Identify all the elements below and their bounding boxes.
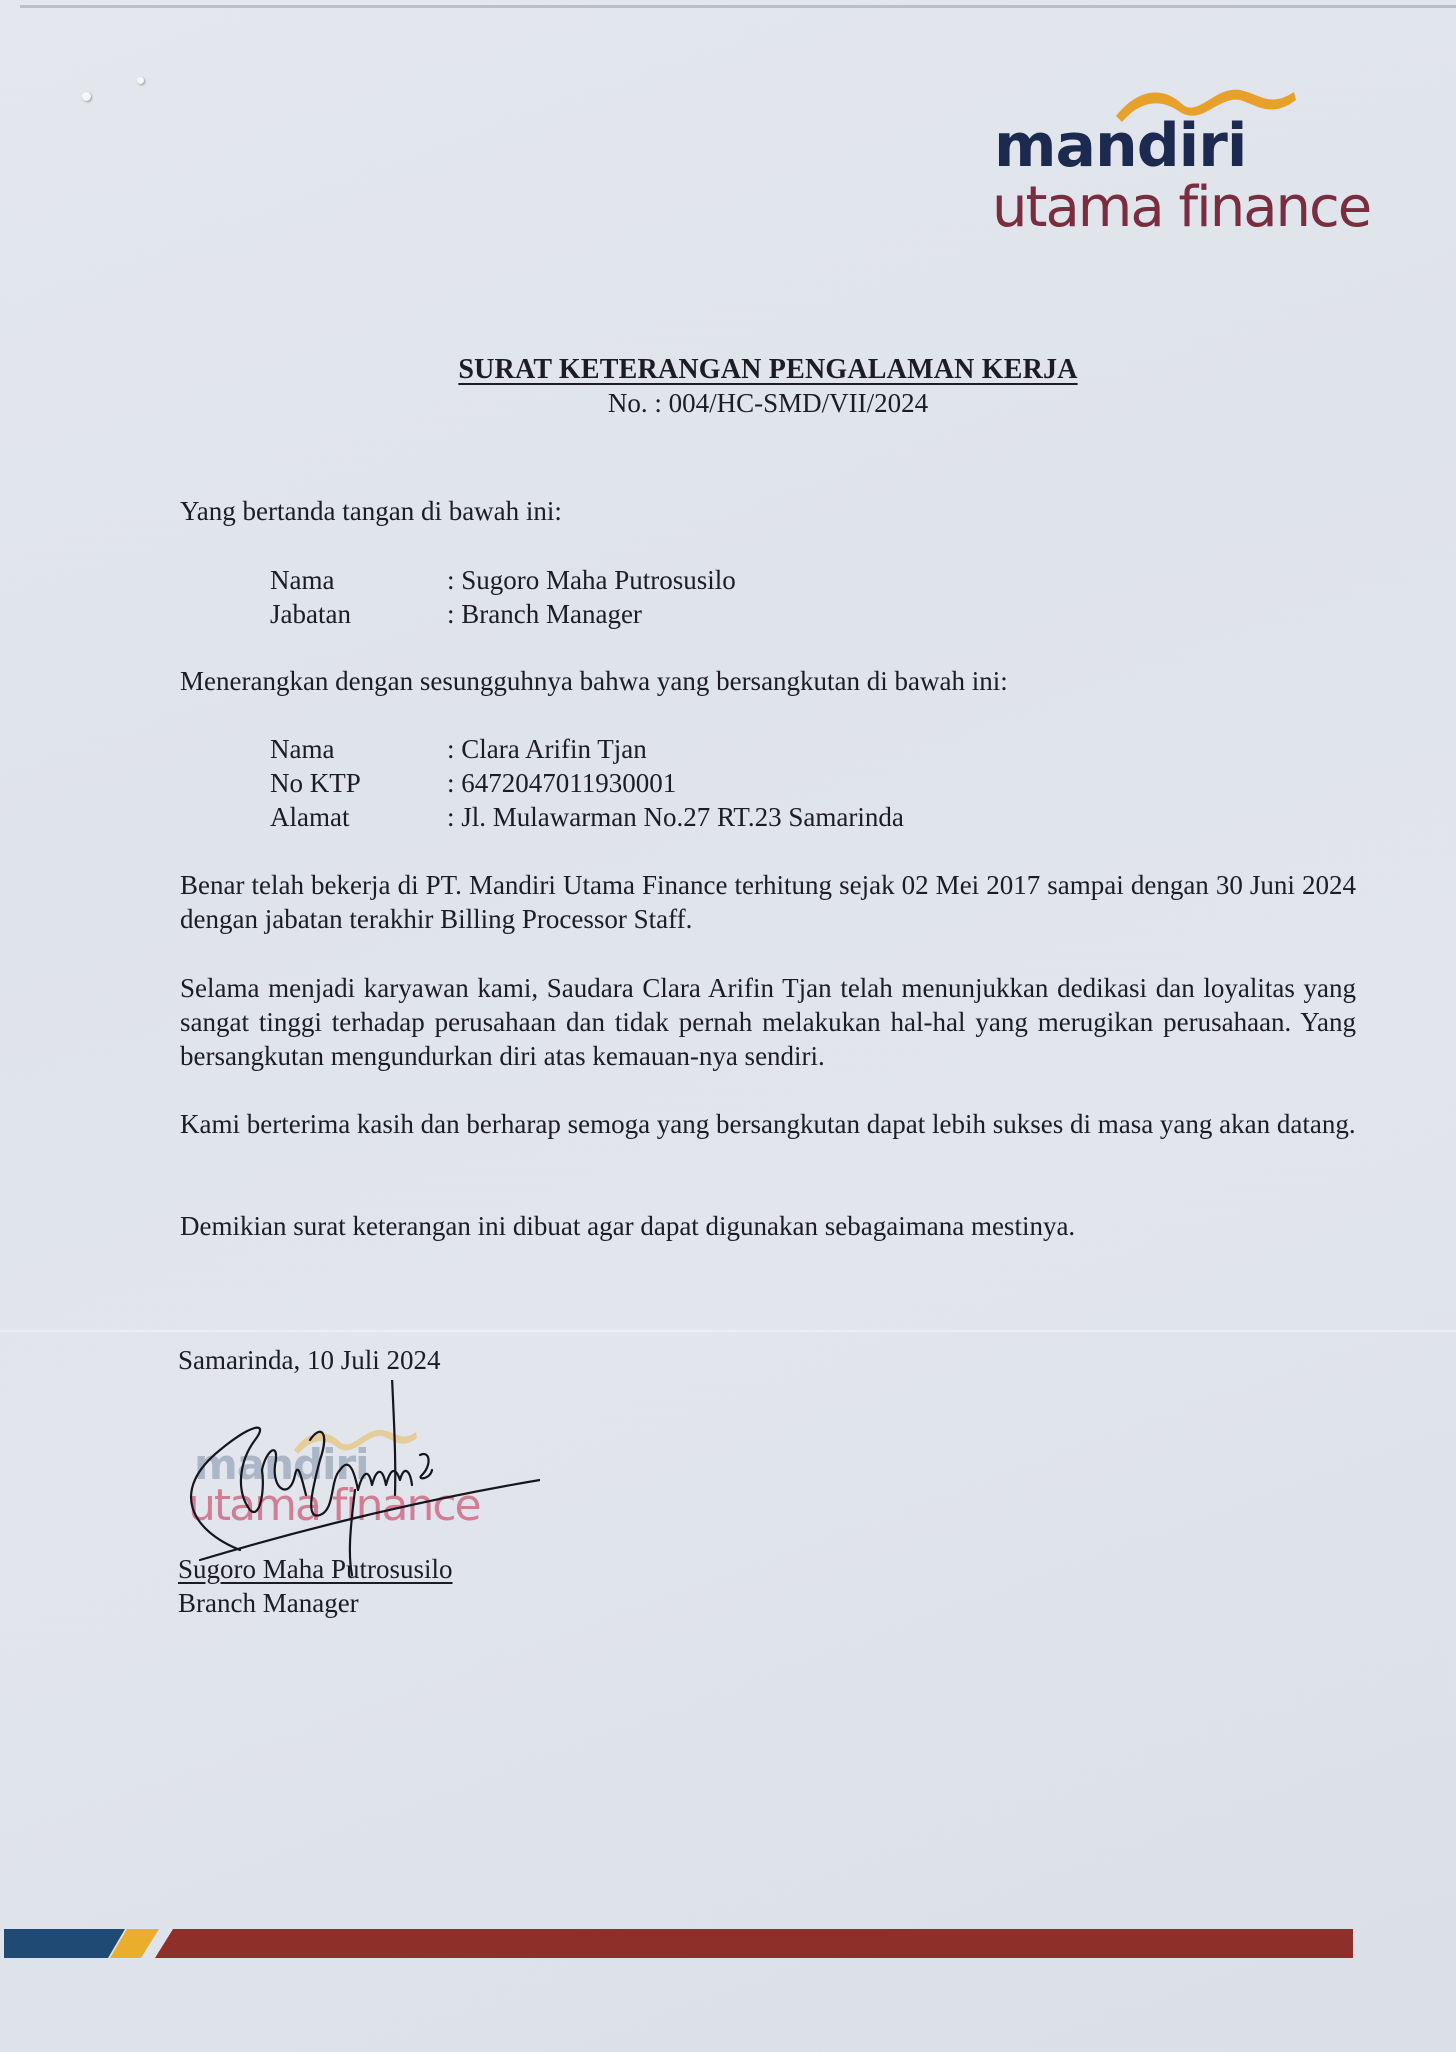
paper-fold-crease — [0, 1330, 1456, 1332]
employment-paragraph: Benar telah bekerja di PT. Mandiri Utama Finance terhitung sejak 02 Mei 2017 sampai dengan 30 Juni 2024 dengan jabatan terakhir Billing Processor Staff. — [180, 870, 1356, 934]
signature-area — [180, 1380, 540, 1580]
place-date: Samarinda, 10 Juli 2024 — [178, 1345, 441, 1375]
statement-intro: Menerangkan dengan sesungguhnya bahwa yang bersangkutan di bawah ini: — [180, 666, 1008, 696]
field-row — [270, 800, 904, 834]
signer-name: Sugoro Maha Putrosusilo — [178, 1554, 453, 1584]
field-value: : Clara Arifin Tjan — [447, 734, 647, 764]
field-value: : 6472047011930001 — [447, 768, 677, 798]
closing-paragraph: Demikian surat keterangan ini dibuat agar dapat digunakan sebagaimana mestinya. — [180, 1211, 1076, 1241]
field-label: No KTP — [270, 768, 361, 798]
letter-heading — [0, 354, 1456, 419]
field-value: : Branch Manager — [447, 599, 642, 629]
field-value: : Jl. Mulawarman No.27 RT.23 Samarinda — [447, 802, 904, 832]
thanks-paragraph: Kami berterima kasih dan berharap semoga yang bersangkutan dapat lebih sukses di masa yang akan datang. — [180, 1109, 1356, 1139]
footer-stripe — [0, 1929, 1456, 1958]
field-label: Alamat — [270, 802, 350, 832]
field-row — [270, 732, 904, 766]
logo-text-utama-finance: utama finance — [992, 175, 1371, 240]
intro-text: Yang bertanda tangan di bawah ini: — [180, 496, 562, 526]
field-label: Nama — [270, 565, 335, 595]
punch-hole — [137, 77, 144, 84]
paper-top-edge — [20, 5, 1456, 8]
letter-number: No. : 004/HC-SMD/VII/2024 — [607, 388, 929, 418]
field-row — [270, 766, 904, 800]
stamp-text-mandiri: mandiri — [194, 1440, 369, 1489]
dedication-paragraph: Selama menjadi karyawan kami, Saudara Clara Arifin Tjan telah menunjukkan dedikasi dan loyalitas yang sangat tinggi terhadap perusahaan dan tidak pernah melakukan hal-hal yang merugikan perusahaan. Yang bersangkutan mengundurkan diri atas kemauan-nya sendiri. — [180, 973, 1356, 1071]
field-label: Nama — [270, 734, 335, 764]
field-row — [270, 563, 736, 597]
company-logo — [990, 78, 1380, 248]
punch-hole — [82, 92, 91, 101]
stamp-text-utama-finance: utama finance — [188, 1480, 480, 1531]
footer-stripe-blue — [4, 1929, 125, 1958]
handwritten-signature — [180, 1380, 540, 1580]
letter-title: SURAT KETERANGAN PENGALAMAN KERJA — [458, 354, 1078, 385]
footer-stripe-red — [155, 1929, 1353, 1958]
employee-fields — [270, 732, 904, 834]
signatory-fields — [270, 563, 736, 631]
field-label: Jabatan — [270, 599, 351, 629]
logo-text-mandiri: mandiri — [994, 111, 1247, 181]
signer-title: Branch Manager — [178, 1588, 359, 1618]
field-value: : Sugoro Maha Putrosusilo — [447, 565, 736, 595]
field-row — [270, 597, 736, 631]
